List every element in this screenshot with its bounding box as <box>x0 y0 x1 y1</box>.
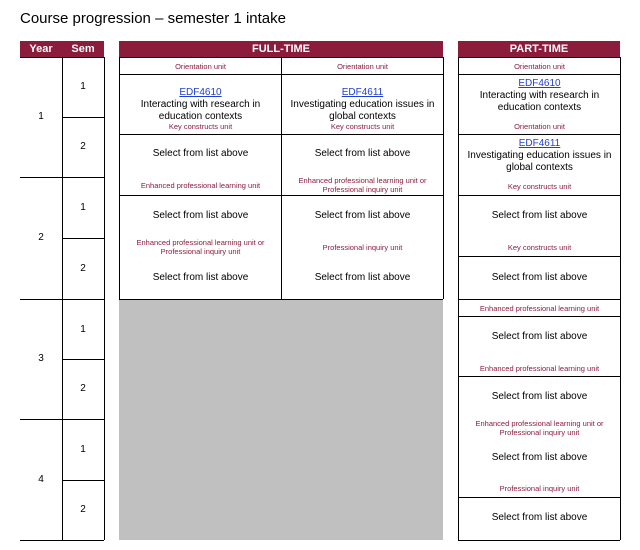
unit-type-label: Professional inquiry unit <box>322 242 403 252</box>
unit-type-label: Enhanced professional learning unit <box>479 303 600 313</box>
unit-type-label: Orientation unit <box>514 121 565 131</box>
unit-select-text: Select from list above <box>491 512 588 523</box>
divider <box>62 359 104 360</box>
full-time-header: FULL-TIME <box>119 41 443 57</box>
unit-select-text: Select from list above <box>491 391 588 402</box>
unit-type-label: Key constructs unit <box>507 181 572 191</box>
year-3: 3 <box>38 352 44 364</box>
divider <box>62 238 104 239</box>
unit-type-label: Enhanced professional learning unit or Professional inquiry unit <box>475 419 604 437</box>
year-4: 4 <box>38 473 44 485</box>
year-1: 1 <box>38 110 44 122</box>
unit-type-label: Orientation unit <box>337 61 388 71</box>
unit-type-label: Professional inquiry unit <box>499 483 580 493</box>
unit-type-label: Key constructs unit <box>330 121 395 131</box>
divider <box>20 540 104 541</box>
sem-header: Sem <box>62 41 104 57</box>
unit-cell <box>459 135 620 177</box>
unit-select-text: Select from list above <box>152 148 249 159</box>
unit-type-label: Enhanced professional learning unit <box>140 180 261 190</box>
unit-type-label: Orientation unit <box>514 61 565 71</box>
unit-select-text: Select from list above <box>314 272 411 283</box>
unit-code-link[interactable]: EDF4610 <box>518 78 561 89</box>
unit-select-text: Select from list above <box>491 452 588 463</box>
divider <box>62 480 104 481</box>
sem-number: 1 <box>80 443 86 455</box>
unit-select-text: Select from list above <box>491 331 588 342</box>
unit-name: Investigating education issues in global contexts <box>290 98 435 122</box>
part-time-header: PART-TIME <box>458 41 620 57</box>
divider <box>104 57 105 540</box>
unit-select-text: Select from list above <box>314 210 411 221</box>
divider <box>458 540 620 541</box>
unit-type-label: Orientation unit <box>175 61 226 71</box>
unit-type-label: Enhanced professional learning unit or Professional inquiry unit <box>298 176 427 194</box>
unit-code-link[interactable]: EDF4610 <box>179 86 222 98</box>
sem-number: 1 <box>80 323 86 335</box>
unit-select-text: Select from list above <box>152 272 249 283</box>
divider <box>443 57 444 299</box>
unit-code-link[interactable]: EDF4611 <box>341 86 384 98</box>
unit-type-label: Key constructs unit <box>168 121 233 131</box>
divider <box>458 316 620 317</box>
divider <box>458 376 620 377</box>
unit-name: Interacting with research in education contexts <box>479 90 600 113</box>
sem-number: 2 <box>80 382 86 394</box>
unit-select-text: Select from list above <box>491 210 588 221</box>
unit-type-label: Enhanced professional learning unit or Professional inquiry unit <box>136 238 265 256</box>
unit-select-text: Select from list above <box>152 210 249 221</box>
divider <box>458 497 620 498</box>
sem-number: 1 <box>80 80 86 92</box>
page-title: Course progression – semester 1 intake <box>20 10 286 27</box>
divider <box>458 195 620 196</box>
unit-name: Interacting with research in education contexts <box>140 98 261 122</box>
unit-select-text: Select from list above <box>491 272 588 283</box>
unit-name: Investigating education issues in global contexts <box>467 150 612 173</box>
sem-number: 1 <box>80 201 86 213</box>
unit-code-link[interactable]: EDF4611 <box>518 138 561 149</box>
full-time-empty-area <box>119 299 443 540</box>
sem-number: 2 <box>80 503 86 515</box>
divider <box>458 256 620 257</box>
divider <box>62 117 104 118</box>
unit-type-label: Key constructs unit <box>507 242 572 252</box>
sem-number: 2 <box>80 140 86 152</box>
unit-cell <box>459 75 620 117</box>
year-2: 2 <box>38 231 44 243</box>
divider <box>620 57 621 540</box>
unit-select-text: Select from list above <box>314 148 411 159</box>
divider <box>62 57 63 540</box>
divider <box>119 299 443 300</box>
unit-type-label: Enhanced professional learning unit <box>479 363 600 373</box>
year-header: Year <box>20 41 62 57</box>
sem-number: 2 <box>80 262 86 274</box>
